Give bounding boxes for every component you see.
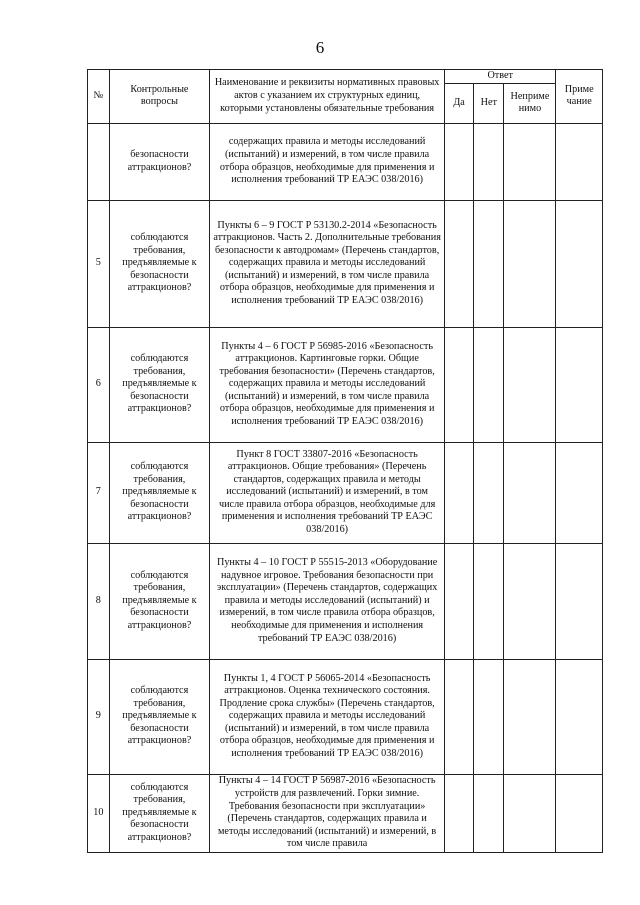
answer-yes-cell[interactable]	[445, 774, 474, 852]
page-number: 6	[315, 38, 325, 57]
note-cell[interactable]	[556, 774, 603, 852]
header-number: №	[88, 70, 110, 124]
row-act: Пункты 4 – 14 ГОСТ Р 56987-2016 «Безопасность устройств для развлечений. Горки зимние. Требования безопасности при эксплуатации» (Перечень стандартов, содержащих правила и методы исследований (испытаний) и измерений, в том числе правила	[210, 774, 445, 852]
note-cell[interactable]	[556, 123, 603, 200]
answer-no-cell[interactable]	[474, 442, 504, 543]
row-number: 9	[88, 659, 110, 774]
answer-no-cell[interactable]	[474, 123, 504, 200]
header-questions: Контрольные вопросы	[109, 70, 210, 124]
answer-not-applicable-cell[interactable]	[504, 659, 556, 774]
answer-not-applicable-cell[interactable]	[504, 327, 556, 442]
row-number: 6	[88, 327, 110, 442]
row-number: 10	[88, 774, 110, 852]
answer-not-applicable-cell[interactable]	[504, 774, 556, 852]
table-row	[88, 659, 603, 774]
row-question: безопасности аттракционов?	[109, 123, 210, 200]
answer-yes-cell[interactable]	[445, 123, 474, 200]
note-cell[interactable]	[556, 327, 603, 442]
header-note: Приме чание	[556, 70, 603, 124]
table-row	[88, 123, 603, 200]
header-acts: Наименование и реквизиты нормативных правовых актов с указанием их структурных единиц, которыми установлены обязательные требования	[210, 70, 445, 124]
checklist-table	[87, 69, 603, 853]
answer-no-cell[interactable]	[474, 200, 504, 327]
row-number: 8	[88, 543, 110, 659]
table-row	[88, 200, 603, 327]
header-answer: Ответ	[445, 70, 556, 84]
answer-yes-cell[interactable]	[445, 200, 474, 327]
header-not-applicable: Неприме нимо	[504, 83, 556, 123]
answer-no-cell[interactable]	[474, 774, 504, 852]
answer-not-applicable-cell[interactable]	[504, 200, 556, 327]
answer-no-cell[interactable]	[474, 327, 504, 442]
header-no: Нет	[474, 83, 504, 123]
row-act: Пункты 1, 4 ГОСТ Р 56065-2014 «Безопасность аттракционов. Оценка технического состояния. Продление срока службы» (Перечень стандартов, содержащих правила и методы исследований (испытаний) и измерений, в том числе правила отбора образцов, необходимые для применения и исполнения требований ТР ЕАЭС 038/2016)	[210, 659, 445, 774]
row-question: соблюдаются требования, предъявляемые к безопасности аттракционов?	[109, 327, 210, 442]
row-question: соблюдаются требования, предъявляемые к безопасности аттракционов?	[109, 543, 210, 659]
table-row	[88, 442, 603, 543]
row-act: Пункты 6 – 9 ГОСТ Р 53130.2-2014 «Безопасность аттракционов. Часть 2. Дополнительные требования безопасности к автодромам» (Перечень стандартов, содержащих правила и методы исследований (испытаний) и измерений, в том числе правила отбора образцов, необходимые для применения и исполнения требований ТР ЕАЭС 038/2016)	[210, 200, 445, 327]
answer-yes-cell[interactable]	[445, 543, 474, 659]
row-act: Пункты 4 – 6 ГОСТ Р 56985-2016 «Безопасность аттракционов. Картинговые горки. Общие требования безопасности» (Перечень стандартов, содержащих правила и методы исследований (испытаний) и измерений, в том числе правила отбора образцов, необходимые для применения и исполнения требований ТР ЕАЭС 038/2016)	[210, 327, 445, 442]
row-act: Пункт 8 ГОСТ 33807-2016 «Безопасность аттракционов. Общие требования» (Перечень стандартов, содержащих правила и методы исследований (испытаний) и измерений, в том числе правила отбора образцов, необходимые для применения и исполнения требований ТР ЕАЭС 038/2016)	[210, 442, 445, 543]
answer-no-cell[interactable]	[474, 659, 504, 774]
answer-yes-cell[interactable]	[445, 327, 474, 442]
answer-not-applicable-cell[interactable]	[504, 123, 556, 200]
table-row	[88, 774, 603, 852]
row-act: содержащих правила и методы исследований (испытаний) и измерений, в том числе правила отбора образцов, необходимые для применения и исполнения требований ТР ЕАЭС 038/2016)	[210, 123, 445, 200]
note-cell[interactable]	[556, 200, 603, 327]
table-row	[88, 327, 603, 442]
answer-no-cell[interactable]	[474, 543, 504, 659]
header-yes: Да	[445, 83, 474, 123]
answer-yes-cell[interactable]	[445, 442, 474, 543]
answer-not-applicable-cell[interactable]	[504, 543, 556, 659]
row-number: 7	[88, 442, 110, 543]
note-cell[interactable]	[556, 442, 603, 543]
note-cell[interactable]	[556, 543, 603, 659]
table-row	[88, 543, 603, 659]
row-question: соблюдаются требования, предъявляемые к безопасности аттракционов?	[109, 659, 210, 774]
row-question: соблюдаются требования, предъявляемые к безопасности аттракционов?	[109, 774, 210, 852]
row-number	[88, 123, 110, 200]
row-number: 5	[88, 200, 110, 327]
row-act: Пункты 4 – 10 ГОСТ Р 55515-2013 «Оборудование надувное игровое. Требования безопасности при эксплуатации» (Перечень стандартов, содержащих правила и методы исследований (испытаний) и измерений, в том числе правила отбора образцов, необходимые для применения и исполнения требований ТР ЕАЭС 038/2016)	[210, 543, 445, 659]
answer-yes-cell[interactable]	[445, 659, 474, 774]
answer-not-applicable-cell[interactable]	[504, 442, 556, 543]
note-cell[interactable]	[556, 659, 603, 774]
row-question: соблюдаются требования, предъявляемые к безопасности аттракционов?	[109, 200, 210, 327]
row-question: соблюдаются требования, предъявляемые к безопасности аттракционов?	[109, 442, 210, 543]
